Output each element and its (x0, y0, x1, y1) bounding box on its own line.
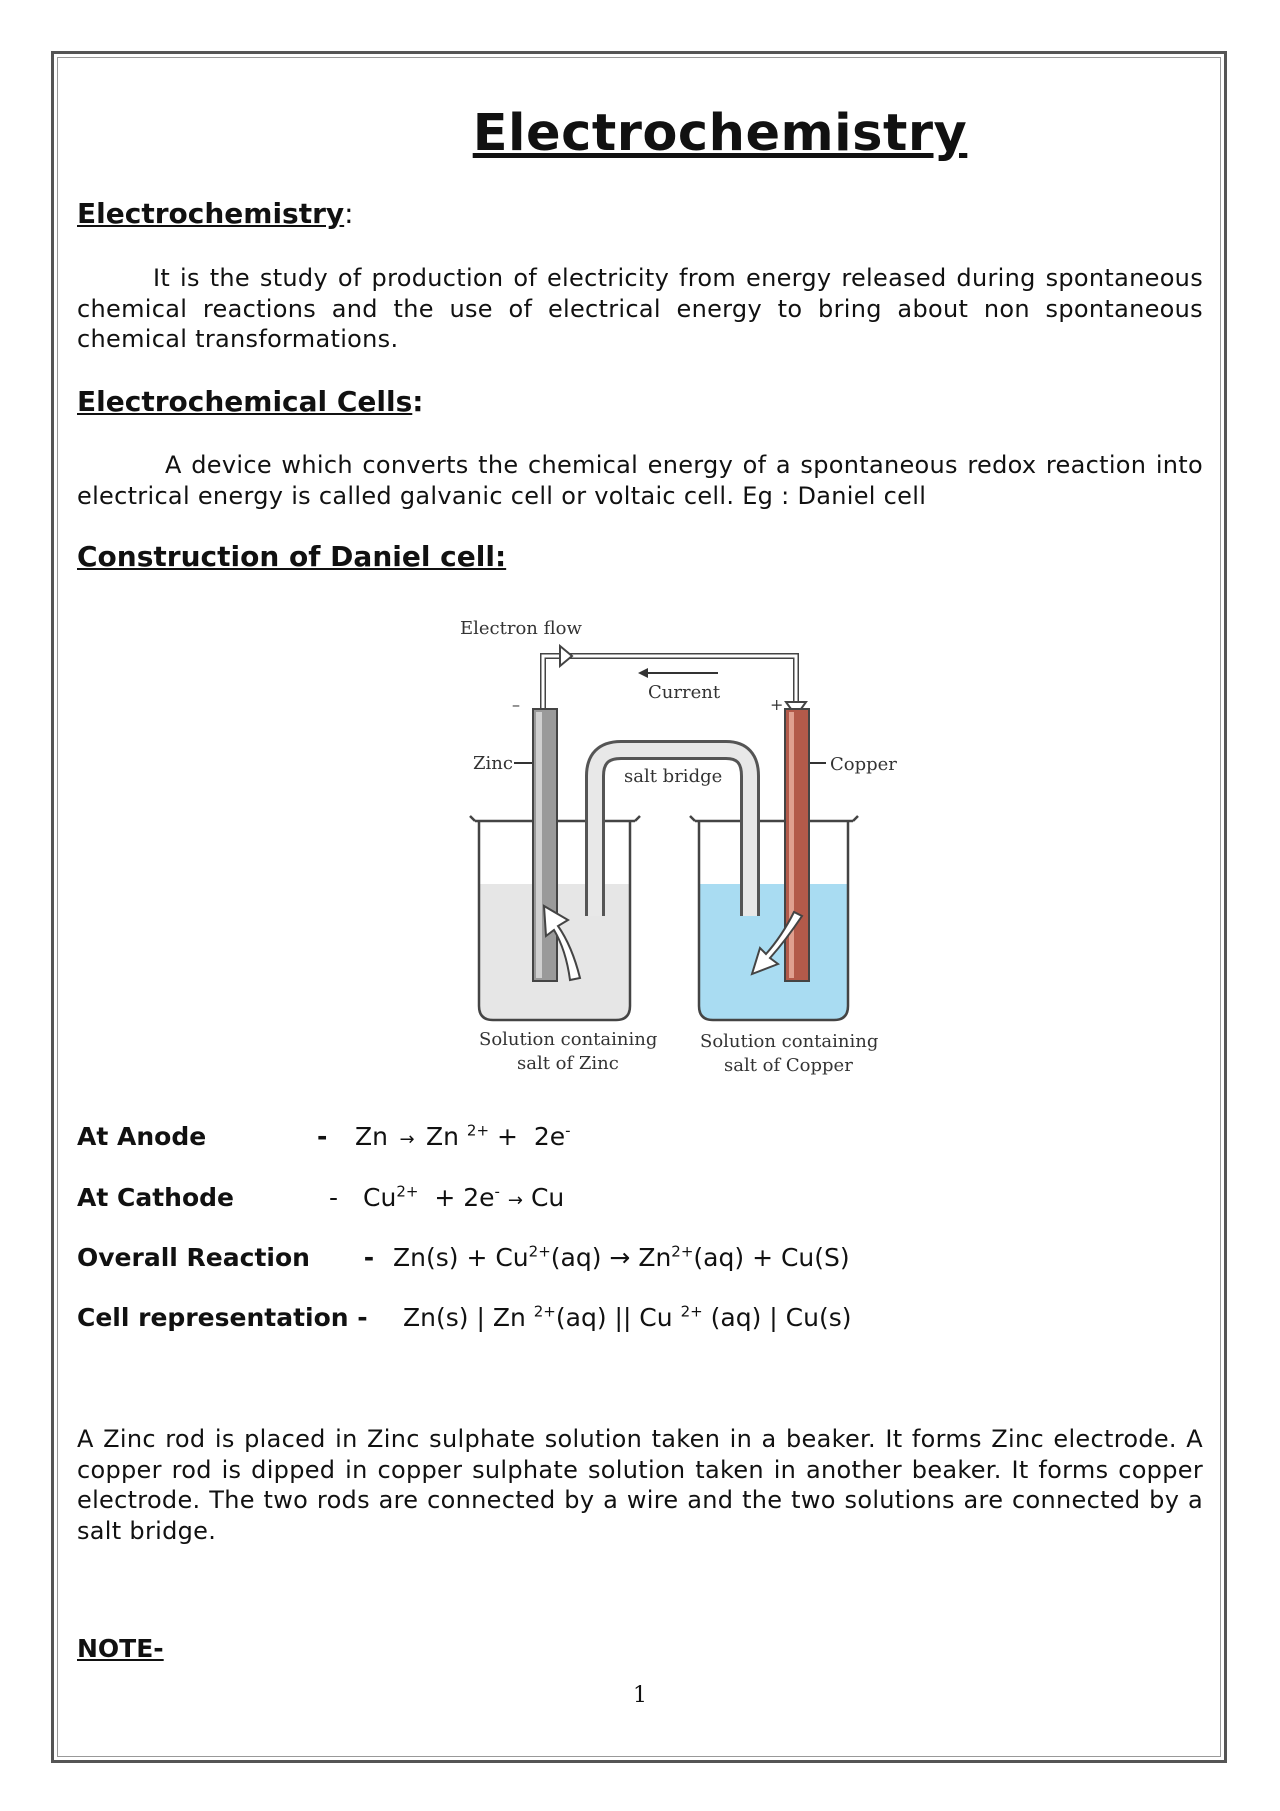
representation-label: Cell representation - (77, 1303, 368, 1332)
anode-electrons: 2e (533, 1122, 566, 1151)
cell-representation (77, 1303, 851, 1332)
representation-charge1: 2+ (533, 1302, 556, 1321)
current-label: Current (648, 682, 721, 703)
copper-label: Copper (830, 754, 897, 775)
paragraph-cells-text: A device which converts the chemical energy of a spontaneous redox reaction into electrical energy is called galvanic cell or voltaic cell. Eg : Daniel cell (77, 451, 1203, 510)
electron-flow-label: Electron flow (460, 618, 582, 639)
overall-charge1: 2+ (528, 1242, 551, 1261)
overall-reaction (77, 1243, 850, 1272)
anode-electron-sign: - (565, 1121, 571, 1140)
overall-label: Overall Reaction (77, 1243, 310, 1272)
representation-charge2: 2+ (680, 1302, 703, 1321)
overall-charge2: 2+ (671, 1242, 694, 1261)
note-heading: NOTE- (77, 1634, 164, 1663)
anode-label: At Anode (77, 1122, 207, 1151)
zinc-label: Zinc (473, 753, 513, 774)
page-number: 1 (633, 1683, 647, 1708)
paragraph-daniel-cell-description: A Zinc rod is placed in Zinc sulphate solution taken in a beaker. It forms Zinc electrode. A copper rod is dipped in copper sulphate solution taken in another beaker. It forms copper electrode. The two rods are connected by a wire and the two solutions are connected by a salt bridge. (77, 1425, 1203, 1545)
heading-construction-daniel-cell (77, 540, 506, 573)
right-caption-line2: salt of Copper (724, 1055, 853, 1076)
representation-part3: (aq) | Cu(s) (702, 1303, 852, 1332)
plus-sign: + (770, 695, 784, 714)
representation-part1: Zn(s) | Zn (403, 1303, 534, 1332)
heading-construction-text: Construction of Daniel cell: (77, 540, 507, 573)
cathode-arrow: → (507, 1190, 523, 1211)
overall-dash: - (363, 1243, 375, 1272)
representation-part2: (aq) || Cu (555, 1303, 681, 1332)
copper-rod (785, 709, 809, 981)
anode-plus: + (497, 1122, 518, 1151)
cathode-ion: Cu (363, 1183, 397, 1212)
paragraph-electrochemical-cells (77, 450, 1203, 511)
heading-electrochemistry (77, 197, 354, 230)
overall-part2: (aq) → Zn (550, 1243, 672, 1272)
right-caption-line1: Solution containing (700, 1031, 879, 1052)
cathode-label: At Cathode (77, 1183, 234, 1212)
minus-sign: – (512, 695, 520, 714)
heading-cells-text: Electrochemical Cells (77, 385, 413, 418)
cathode-electrons: + 2e (434, 1183, 495, 1212)
anode-ion: Zn (425, 1122, 459, 1151)
electron-flow-arrow-left (560, 646, 572, 666)
cathode-ion-charge: 2+ (396, 1182, 419, 1201)
left-caption-line2: salt of Zinc (517, 1053, 619, 1074)
heading-cells-colon: : (412, 385, 424, 418)
page-title: Electrochemistry (472, 104, 968, 163)
left-caption-line1: Solution containing (479, 1029, 658, 1050)
heading-electrochemistry-text: Electrochemistry (77, 197, 345, 230)
cathode-dash: - (329, 1183, 339, 1212)
overall-part3: (aq) + Cu(S) (693, 1243, 850, 1272)
heading-electrochemical-cells (77, 385, 423, 418)
overall-part1: Zn(s) + Cu (393, 1243, 529, 1272)
copper-rod-highlight (789, 712, 794, 978)
heading-electrochemistry-colon: : (344, 197, 354, 230)
paragraph-electrochemistry-definition (77, 263, 1203, 355)
anode-reaction (77, 1122, 571, 1151)
zinc-rod-highlight (536, 712, 542, 978)
cathode-rhs: Cu (530, 1183, 565, 1212)
salt-bridge-label: salt bridge (624, 766, 723, 787)
current-arrowhead (638, 668, 648, 678)
anode-arrow: → (399, 1129, 415, 1150)
daniel-cell-diagram (440, 606, 920, 1096)
anode-ion-charge: 2+ (466, 1121, 490, 1140)
paragraph-electrochemistry-text: It is the study of production of electricity from energy released during spontaneous chemical reactions and the use of electrical energy to bring about non spontaneous chemical transformations. (77, 264, 1203, 353)
cathode-electron-sign: - (494, 1182, 500, 1201)
cathode-reaction (77, 1183, 564, 1212)
anode-lhs: Zn (355, 1122, 388, 1151)
anode-dash: - (317, 1122, 328, 1151)
